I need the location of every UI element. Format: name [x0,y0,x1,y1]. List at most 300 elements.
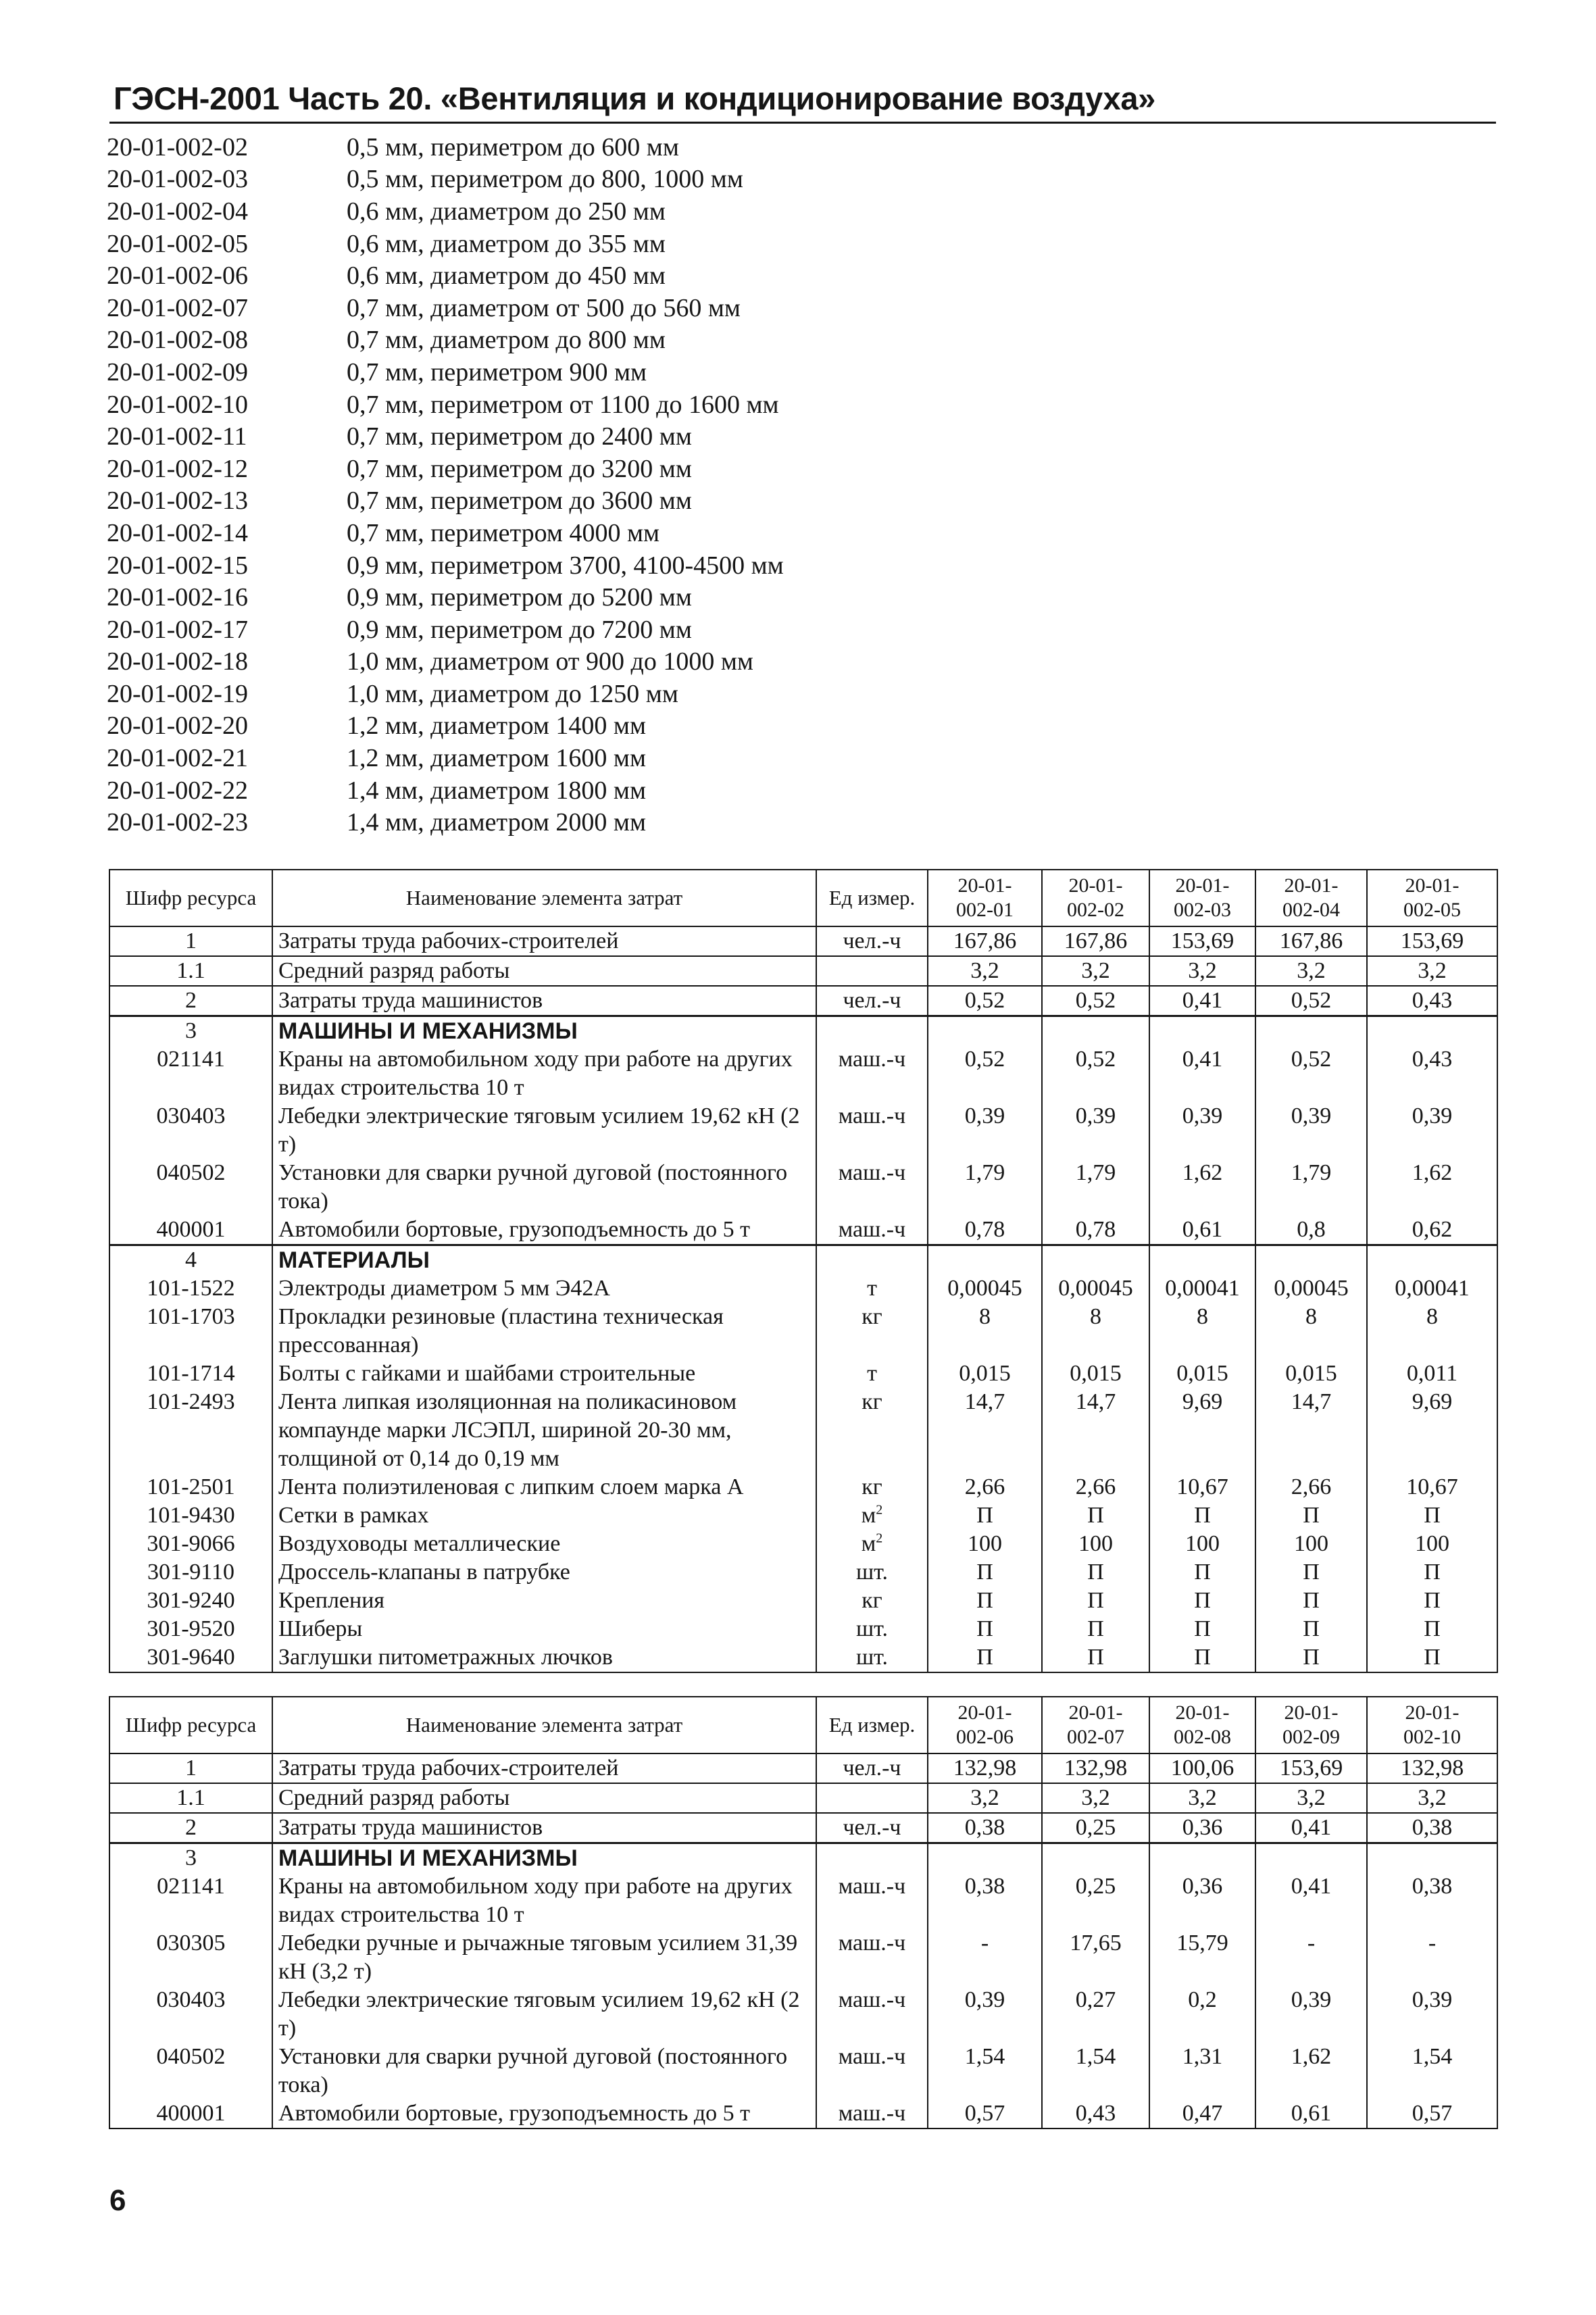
value-cell: 0,36 [1149,1872,1255,1929]
norm-description: 0,6 мм, диаметром до 355 мм [347,229,666,258]
code-list-row [107,389,1120,421]
value-cell: 100,06 [1149,1753,1255,1783]
header-norm-code-part1: 20-01- [1284,1701,1339,1724]
unit-cell [816,2099,928,2129]
value-cell: П [1042,1615,1149,1643]
value-cell: 0,62 [1367,1216,1497,1245]
value-cell [1367,1843,1497,1873]
value-cell: 0,25 [1042,1872,1149,1929]
value-cell: П [1367,1558,1497,1587]
norm-description: 0,9 мм, периметром до 7200 мм [347,615,692,644]
value-cell: 100 [1255,1530,1367,1558]
section-row [109,1843,1497,1873]
value-cell: 167,86 [928,926,1042,956]
code-list-row [107,324,1120,357]
header-norm-code-part2: 002-07 [1067,1726,1124,1748]
header-unit: Ед измер. [816,870,928,926]
resource-code-cell: 301-9110 [109,1558,272,1587]
table-row [109,1783,1497,1813]
resource-code-cell: 101-1703 [109,1303,272,1360]
value-cell: 0,25 [1042,1813,1149,1843]
resource-code-cell: 301-9066 [109,1530,272,1558]
value-cell: 0,39 [1367,1102,1497,1159]
value-cell: 100 [1367,1530,1497,1558]
cost-element-name: Лебедки ручные и рычажные тяговым усилием 31,39 кН (3,2 т) [272,1929,816,1986]
value-cell: 0,52 [1255,986,1367,1016]
value-cell: 14,7 [1255,1388,1367,1473]
table-row [109,1872,1497,1929]
unit-cell [816,1615,928,1643]
unit-text: маш.-ч [838,1931,906,1956]
section-title: МАШИНЫ И МЕХАНИЗМЫ [272,1016,816,1046]
value-cell: 0,57 [1367,2099,1497,2129]
table-row [109,1303,1497,1360]
value-cell: 0,00045 [1255,1274,1367,1303]
header-norm-code-part1: 20-01- [1068,874,1123,897]
value-cell: 100 [928,1530,1042,1558]
value-cell: 0,015 [928,1360,1042,1388]
value-cell: П [1255,1643,1367,1672]
code-list-row [107,742,1120,774]
cost-element-name: Прокладки резиновые (пластина техническая прессованная) [272,1303,816,1360]
table-row [109,1501,1497,1530]
value-cell: 0,38 [1367,1872,1497,1929]
value-cell: 0,39 [1367,1986,1497,2043]
value-cell: 1,62 [1255,2043,1367,2099]
unit-text: кг [862,1588,882,1613]
header-norm-code-part2: 002-04 [1282,899,1340,921]
unit-cell [816,1159,928,1216]
unit-cell [816,926,928,956]
section-row [109,1245,1497,1275]
value-cell: 0,011 [1367,1360,1497,1388]
value-cell: П [928,1501,1042,1530]
header-norm-code-part2: 002-03 [1174,899,1231,921]
header-norm-column [1367,1697,1497,1753]
cost-element-name: Лента полиэтиленовая с липким слоем марка А [272,1473,816,1501]
value-cell: 0,38 [928,1813,1042,1843]
resource-code-cell: 301-9640 [109,1643,272,1672]
value-cell: 0,52 [1042,986,1149,1016]
value-cell: 0,52 [928,986,1042,1016]
unit-cell [816,1303,928,1360]
value-cell: 153,69 [1367,926,1497,956]
table-row [109,1558,1497,1587]
norm-description: 0,6 мм, диаметром до 450 мм [347,262,666,291]
header-norm-code-part1: 20-01- [1405,1701,1460,1724]
cost-element-name: Крепления [272,1587,816,1615]
value-cell: 1,54 [928,2043,1042,2099]
norm-description: 0,7 мм, периметром 4000 мм [347,518,660,547]
value-cell: 1,31 [1149,2043,1255,2099]
norm-description: 1,2 мм, диаметром 1600 мм [347,744,647,773]
resource-code-cell: 021141 [109,1872,272,1929]
header-unit: Ед измер. [816,1697,928,1753]
table-row [109,2099,1497,2129]
resource-code-cell: 101-2493 [109,1388,272,1473]
value-cell: П [1255,1615,1367,1643]
section-title: МАШИНЫ И МЕХАНИЗМЫ [272,1843,816,1873]
unit-cell [816,1986,928,2043]
code-list-row [107,131,1120,164]
value-cell: 3,2 [1149,1783,1255,1813]
norm-description: 0,7 мм, периметром от 1100 до 1600 мм [347,390,779,419]
value-cell: 0,00041 [1367,1274,1497,1303]
value-cell: 0,00045 [1042,1274,1149,1303]
value-cell: 0,41 [1255,1872,1367,1929]
value-cell: 10,67 [1367,1473,1497,1501]
unit-text: маш.-ч [838,2044,906,2069]
unit-text: маш.-ч [838,1987,906,2012]
unit-text: шт. [856,1560,888,1585]
value-cell: 0,41 [1255,1813,1367,1843]
value-cell: 3,2 [1042,956,1149,986]
header-norm-column [1255,1697,1367,1753]
value-cell: 0,38 [928,1872,1042,1929]
norm-code: 20-01-002-16 [107,583,248,612]
unit-text: чел.-ч [843,1756,901,1781]
value-cell: 0,39 [1255,1102,1367,1159]
unit-text: кг [862,1474,882,1499]
unit-text: т [867,1361,877,1386]
value-cell [1042,1843,1149,1873]
value-cell: 0,8 [1255,1216,1367,1245]
value-cell: П [1042,1558,1149,1587]
code-list-row [107,678,1120,710]
table-row [109,1929,1497,1986]
unit-text: маш.-ч [838,1874,906,1899]
value-cell [1149,1245,1255,1275]
value-cell: П [1255,1501,1367,1530]
norm-description: 0,5 мм, периметром до 800, 1000 мм [347,165,743,194]
value-cell: 0,43 [1042,2099,1149,2129]
header-norm-column [1149,870,1255,926]
value-cell: 9,69 [1367,1388,1497,1473]
value-cell: 0,61 [1149,1216,1255,1245]
code-list-row [107,517,1120,549]
value-cell: 0,015 [1149,1360,1255,1388]
value-cell: 2,66 [1042,1473,1149,1501]
value-cell: 14,7 [928,1388,1042,1473]
value-cell: 0,015 [1255,1360,1367,1388]
table-row [109,1102,1497,1159]
value-cell: 0,39 [1149,1102,1255,1159]
table-row [109,1615,1497,1643]
resource-table-2 [109,1696,1498,2129]
value-cell: 0,52 [1255,1045,1367,1102]
unit-cell [816,1501,928,1530]
cost-element-name: Краны на автомобильном ходу при работе на других видах строительства 10 т [272,1045,816,1102]
value-cell: 8 [1149,1303,1255,1360]
value-cell: 0,27 [1042,1986,1149,2043]
resource-code-cell: 030403 [109,1102,272,1159]
code-list-row [107,420,1120,453]
norm-description: 0,5 мм, периметром до 600 мм [347,132,679,161]
cost-element-name: Болты с гайками и шайбами строительные [272,1360,816,1388]
norm-description: 1,4 мм, диаметром 2000 мм [347,808,647,837]
value-cell: 8 [1042,1303,1149,1360]
resource-code-cell: 101-1522 [109,1274,272,1303]
norm-code: 20-01-002-05 [107,229,248,258]
unit-cell [816,1753,928,1783]
value-cell [1255,1016,1367,1046]
value-cell: 100 [1042,1530,1149,1558]
norm-code: 20-01-002-02 [107,132,248,161]
unit-text: шт. [856,1616,888,1641]
unit-cell [816,956,928,986]
value-cell: 132,98 [928,1753,1042,1783]
header-norm-code-part1: 20-01- [1405,874,1460,897]
value-cell: 3,2 [1367,1783,1497,1813]
header-norm-column [1367,870,1497,926]
norm-code: 20-01-002-13 [107,487,248,516]
unit-text: м [861,1503,876,1528]
cost-element-name: Дроссель-клапаны в патрубке [272,1558,816,1587]
unit-text: кг [862,1304,882,1329]
header-norm-column [1149,1697,1255,1753]
value-cell: 0,39 [928,1102,1042,1159]
value-cell: 2,66 [928,1473,1042,1501]
value-cell: - [1367,1929,1497,1986]
header-norm-code-part2: 002-08 [1174,1726,1231,1748]
norm-code: 20-01-002-18 [107,647,248,676]
table-row [109,1986,1497,2043]
unit-text: маш.-ч [838,2101,906,2126]
unit-text: чел.-ч [843,988,901,1013]
header-resource-code: Шифр ресурса [109,1697,272,1753]
value-cell: 15,79 [1149,1929,1255,1986]
resource-code-cell: 1 [109,926,272,956]
unit-cell [816,1530,928,1558]
norm-description: 0,7 мм, диаметром от 500 до 560 мм [347,293,741,322]
value-cell: 8 [1255,1303,1367,1360]
value-cell: 0,78 [1042,1216,1149,1245]
value-cell: 1,62 [1367,1159,1497,1216]
value-cell: 0,015 [1042,1360,1149,1388]
table-row [109,1587,1497,1615]
value-cell: 167,86 [1042,926,1149,956]
unit-cell [816,1045,928,1102]
resource-code-cell: 4 [109,1245,272,1275]
cost-element-name: Заглушки питометражных лючков [272,1643,816,1672]
cost-element-name: Сетки в рамках [272,1501,816,1530]
resource-code-cell: 1 [109,1753,272,1783]
value-cell: П [1042,1643,1149,1672]
norm-code: 20-01-002-22 [107,776,248,805]
norm-description: 0,7 мм, периметром 900 мм [347,357,647,387]
value-cell [1367,1245,1497,1275]
value-cell: П [1149,1615,1255,1643]
cost-element-name: Электроды диаметром 5 мм Э42А [272,1274,816,1303]
value-cell: П [1367,1501,1497,1530]
cost-element-name: Автомобили бортовые, грузоподъемность до 5 т [272,1216,816,1245]
value-cell: 132,98 [1367,1753,1497,1783]
code-list-row [107,581,1120,614]
norm-code: 20-01-002-20 [107,712,248,741]
value-cell: 100 [1149,1530,1255,1558]
value-cell: 0,43 [1367,1045,1497,1102]
norm-code: 20-01-002-04 [107,197,248,226]
resource-table-1 [109,869,1498,1673]
header-norm-code-part2: 002-06 [956,1726,1014,1748]
value-cell: 0,52 [1042,1045,1149,1102]
value-cell: П [928,1558,1042,1587]
table-row [109,1216,1497,1245]
value-cell: П [1149,1501,1255,1530]
resource-code-cell: 101-9430 [109,1501,272,1530]
value-cell: 0,43 [1367,986,1497,1016]
value-cell: 14,7 [1042,1388,1149,1473]
unit-cell [816,986,928,1016]
table-row [109,1388,1497,1473]
value-cell: 0,00041 [1149,1274,1255,1303]
code-list-row [107,806,1120,839]
resource-code-cell: 301-9240 [109,1587,272,1615]
unit-cell [816,1929,928,1986]
table-row [109,1753,1497,1783]
page-header-title: ГЭСН-2001 Часть 20. «Вентиляция и кондиционирование воздуха» [114,80,1155,116]
value-cell: 3,2 [1042,1783,1149,1813]
value-cell: 153,69 [1255,1753,1367,1783]
value-cell: 3,2 [1255,956,1367,986]
norm-code-list [107,131,1120,839]
unit-text: м [861,1531,876,1556]
value-cell: 0,78 [928,1216,1042,1245]
header-cost-element: Наименование элемента затрат [272,1697,816,1753]
value-cell: 3,2 [928,1783,1042,1813]
value-cell [1042,1016,1149,1046]
norm-code: 20-01-002-09 [107,357,248,387]
norm-code: 20-01-002-23 [107,808,248,837]
cost-element-name: Шиберы [272,1615,816,1643]
norm-code: 20-01-002-03 [107,165,248,194]
resource-code-cell: 3 [109,1016,272,1046]
value-cell: 1,79 [1042,1159,1149,1216]
resource-code-cell: 101-2501 [109,1473,272,1501]
header-norm-column [928,870,1042,926]
code-list-row [107,292,1120,324]
header-norm-code-part1: 20-01- [1284,874,1339,897]
value-cell: П [1042,1587,1149,1615]
value-cell: 132,98 [1042,1753,1149,1783]
header-norm-code-part1: 20-01- [1068,1701,1123,1724]
norm-code: 20-01-002-14 [107,518,248,547]
norm-code: 20-01-002-10 [107,390,248,419]
unit-superscript: 2 [876,1502,883,1518]
header-norm-code-part2: 002-09 [1282,1726,1340,1748]
header-norm-column [1042,1697,1149,1753]
value-cell: 0,39 [928,1986,1042,2043]
header-norm-column [1042,870,1149,926]
value-cell [1255,1843,1367,1873]
value-cell: П [1367,1643,1497,1672]
value-cell [1255,1245,1367,1275]
unit-cell [816,1587,928,1615]
value-cell: 1,54 [1042,2043,1149,2099]
resource-code-cell: 400001 [109,1216,272,1245]
resource-code-cell: 1.1 [109,956,272,986]
value-cell: П [1255,1558,1367,1587]
value-cell [928,1016,1042,1046]
value-cell: П [928,1615,1042,1643]
resource-code-cell: 040502 [109,2043,272,2099]
value-cell: П [1149,1643,1255,1672]
unit-cell [816,1558,928,1587]
value-cell: П [1255,1587,1367,1615]
resource-code-cell: 021141 [109,1045,272,1102]
code-list-row [107,614,1120,646]
table-row [109,1159,1497,1216]
unit-text: кг [862,1389,882,1414]
code-list-row [107,356,1120,389]
norm-code: 20-01-002-19 [107,679,248,708]
unit-cell [816,1216,928,1245]
value-cell: - [1255,1929,1367,1986]
table-row [109,2043,1497,2099]
value-cell: 0,38 [1367,1813,1497,1843]
norm-description: 1,0 мм, диаметром до 1250 мм [347,679,678,708]
value-cell: 0,47 [1149,2099,1255,2129]
header-norm-column [928,1697,1042,1753]
section-row [109,1016,1497,1046]
resource-code-cell: 2 [109,986,272,1016]
value-cell [928,1245,1042,1275]
norm-code: 20-01-002-21 [107,744,248,773]
cost-element-name: Затраты труда рабочих-строителей [272,1753,816,1783]
unit-cell [816,2043,928,2099]
value-cell: 0,00045 [928,1274,1042,1303]
norm-code: 20-01-002-17 [107,615,248,644]
table-row [109,1813,1497,1843]
norm-description: 0,7 мм, диаметром до 800 мм [347,326,666,355]
table-row [109,956,1497,986]
value-cell: П [1367,1587,1497,1615]
value-cell: 1,79 [1255,1159,1367,1216]
cost-element-name: Лента липкая изоляционная на поликасиновом компаунде марки ЛСЭПЛ, шириной 20-30 мм, толщиной от 0,14 до 0,19 мм [272,1388,816,1473]
resource-code-cell: 101-1714 [109,1360,272,1388]
norm-code: 20-01-002-12 [107,454,248,483]
cost-element-name: Лебедки электрические тяговым усилием 19,62 кН (2 т) [272,1102,816,1159]
norm-code: 20-01-002-08 [107,326,248,355]
value-cell: 8 [928,1303,1042,1360]
norm-code: 20-01-002-15 [107,551,248,580]
norm-description: 0,7 мм, периметром до 3200 мм [347,454,692,483]
resource-code-cell: 030305 [109,1929,272,1986]
norm-description: 1,4 мм, диаметром 1800 мм [347,776,647,805]
norm-description: 0,7 мм, периметром до 2400 мм [347,422,692,451]
value-cell: 0,41 [1149,986,1255,1016]
table-row [109,1643,1497,1672]
value-cell: 3,2 [928,956,1042,986]
table-row [109,1530,1497,1558]
value-cell: 153,69 [1149,926,1255,956]
unit-cell [816,1473,928,1501]
norm-code: 20-01-002-07 [107,293,248,322]
header-norm-code-part2: 002-05 [1403,899,1461,921]
value-cell: П [1149,1558,1255,1587]
value-cell [1042,1245,1149,1275]
code-list-row [107,228,1120,260]
table-row [109,1360,1497,1388]
unit-cell [816,1643,928,1672]
header-cost-element: Наименование элемента затрат [272,870,816,926]
table-row [109,986,1497,1016]
header-norm-code-part2: 002-10 [1403,1726,1461,1748]
header-norm-code-part2: 002-02 [1067,899,1124,921]
unit-cell [816,1245,928,1275]
norm-code: 20-01-002-06 [107,262,248,291]
value-cell: П [1149,1587,1255,1615]
